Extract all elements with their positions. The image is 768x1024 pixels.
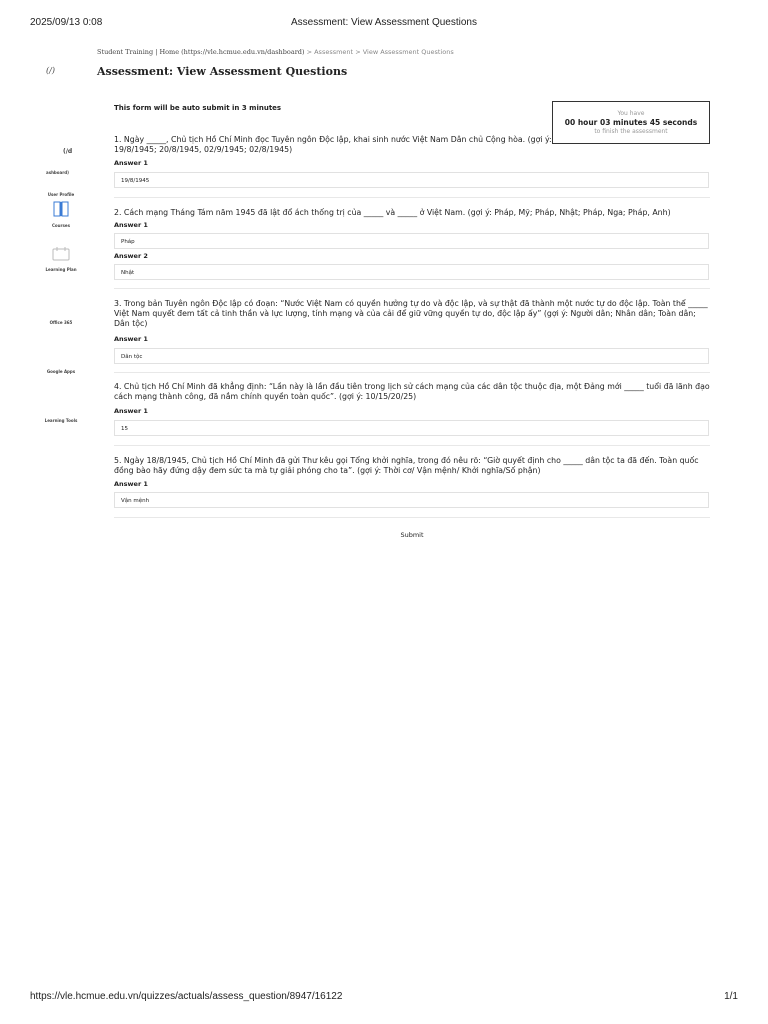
breadcrumb-separator: > bbox=[355, 48, 361, 56]
answer-label: Answer 1 bbox=[114, 335, 148, 343]
timer-remaining: 00 hour 03 minutes 45 seconds bbox=[564, 118, 698, 127]
user-icon bbox=[56, 176, 66, 186]
print-date: 2025/09/13 0:08 bbox=[30, 17, 103, 28]
sidebar-item-user-profile[interactable] bbox=[30, 176, 92, 197]
submit-button[interactable]: Submit bbox=[390, 529, 434, 541]
breadcrumb bbox=[97, 48, 454, 56]
divider bbox=[114, 197, 710, 198]
print-url: https://vle.hcmue.edu.vn/quizzes/actuals/assess_question/8947/16122 bbox=[30, 991, 343, 1002]
question-2-answer-1-input[interactable]: Pháp bbox=[114, 233, 709, 249]
question-5-text: 5. Ngày 18/8/1945, Chủ tịch Hồ Chí Minh đã gửi Thư kêu gọi Tổng khởi nghĩa, trong đó nêu rõ: “Giờ quyết định cho _____ dân tộc ta đã đến. Toàn quốc đồng bào hãy đứng dậy đem sức ta mà tự giải phóng cho ta”. (gợi ý: Thời cơ/ Vận mệnh/ Khởi nghĩa/Số phận) bbox=[114, 456, 699, 475]
plan-icon bbox=[52, 247, 70, 261]
sidebar-item-learning-plan[interactable] bbox=[30, 247, 92, 272]
question-3-text: 3. Trong bản Tuyên ngôn Độc lập có đoạn: “Nước Việt Nam có quyền hưởng tự do và độc lập, và sự thật đã thành một nước tự do độc lập. Toàn thể _____ Việt Nam quyết đem tất cả tinh thần và lực lượng, tính mạng và của cải để giữ vững quyền tự do, độc lập ấy” (gợi ý: Người dân; Nhân dân; Toàn dân; Dân tộc) bbox=[114, 299, 708, 328]
sidebar bbox=[30, 44, 92, 444]
divider bbox=[114, 288, 710, 289]
question-4-text: 4. Chủ tịch Hồ Chí Minh đã khẳng định: “Lần này là lần đầu tiên trong lịch sử cách mạng của các dân tộc thuộc địa, một Đảng mới _____ tuổi đã lãnh đạo cách mạng thành công, đã nắm chính quyền toàn quốc”. (gợi ý: 10/15/20/25) bbox=[114, 382, 710, 401]
answer-label: Answer 1 bbox=[114, 407, 148, 415]
breadcrumb-home-link[interactable]: Student Training | Home (https://vle.hcmue.edu.vn/dashboard) bbox=[97, 48, 305, 56]
print-title: Assessment: View Assessment Questions bbox=[290, 17, 477, 28]
question-5-answer-1-input[interactable]: Vận mệnh bbox=[114, 492, 709, 508]
countdown-timer bbox=[552, 101, 710, 144]
divider bbox=[114, 372, 710, 373]
sidebar-item-learning-tools[interactable] bbox=[30, 418, 92, 423]
divider bbox=[114, 517, 710, 518]
answer-label: Answer 1 bbox=[114, 159, 148, 167]
divider bbox=[114, 445, 710, 446]
sidebar-item-label: Courses bbox=[52, 223, 70, 228]
sidebar-item-courses[interactable] bbox=[30, 201, 92, 228]
sidebar-item-office-365[interactable] bbox=[30, 320, 92, 325]
question-3-answer-1-input[interactable]: Dân tộc bbox=[114, 348, 709, 364]
question-2-answer-2-input[interactable]: Nhật bbox=[114, 264, 709, 280]
print-header bbox=[30, 17, 738, 31]
question-2-text: 2. Cách mạng Tháng Tám năm 1945 đã lật đổ ách thống trị của _____ và _____ ở Việt Nam. (gợi ý: Pháp, Mỹ; Pháp, Nhật; Pháp, Nga; Pháp, Anh) bbox=[114, 208, 671, 217]
sidebar-item-label: User Profile bbox=[47, 192, 75, 197]
sidebar-item-label: Office 365 bbox=[49, 320, 73, 325]
auto-submit-notice: This form will be auto submit in 3 minutes bbox=[114, 104, 282, 112]
dashboard-link-fragment-2[interactable]: ashboard) bbox=[46, 170, 69, 175]
breadcrumb-assessment-link[interactable]: Assessment bbox=[314, 48, 354, 56]
breadcrumb-separator: > bbox=[306, 48, 313, 56]
answer-label: Answer 1 bbox=[114, 480, 148, 488]
dashboard-link-fragment[interactable]: (/d bbox=[63, 148, 73, 155]
breadcrumb-current: View Assessment Questions bbox=[362, 48, 454, 56]
sidebar-item-label: Learning Tools bbox=[44, 418, 78, 423]
sidebar-item-label: Learning Plan bbox=[45, 267, 77, 272]
sidebar-item-google-apps[interactable] bbox=[30, 369, 92, 374]
timer-prefix: You have bbox=[617, 110, 645, 117]
print-page-count: 1/1 bbox=[724, 991, 738, 1002]
question-1-text: 1. Ngày _____, Chủ tịch Hồ Chí Minh đọc Tuyên ngôn Độc lập, khai sinh nước Việt Nam Dân chủ Cộng hòa. (gợi ý: 19/8/1945; 20/8/1945, 02/9/1945; 02/8/1945) bbox=[114, 135, 552, 154]
answer-label: Answer 2 bbox=[114, 252, 148, 260]
print-footer bbox=[30, 991, 738, 1005]
question-1-answer-1-input[interactable]: 19/8/1945 bbox=[114, 172, 709, 188]
sidebar-item-label: Google Apps bbox=[46, 369, 76, 374]
timer-suffix: to finish the assessment bbox=[594, 128, 668, 135]
question-4-answer-1-input[interactable]: 15 bbox=[114, 420, 709, 436]
logo-link[interactable]: (/) bbox=[46, 66, 55, 75]
page-title: Assessment: View Assessment Questions bbox=[97, 65, 348, 78]
answer-label: Answer 1 bbox=[114, 221, 148, 229]
book-icon bbox=[53, 201, 69, 217]
